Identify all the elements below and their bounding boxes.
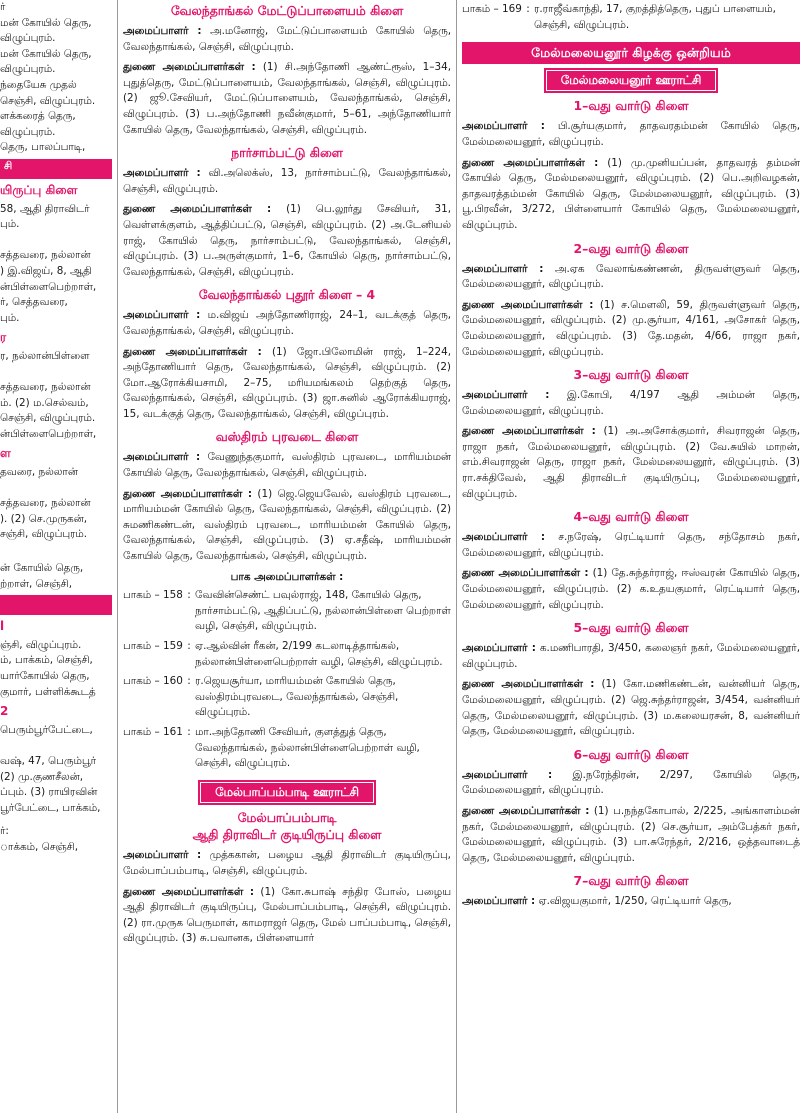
panchayat-badge: மேல்பாப்பம்பாடி ஊராட்சி [200,782,374,804]
fragment-line: சத்தவரை, நல்லான் [0,249,91,262]
section-velanthangal-pudhur [123,286,451,422]
fragment-line: ற்றாள், செஞ்சி, [0,577,72,590]
fragment-line: யார்கோயில் தெரு, [0,669,90,682]
ward-7-section [462,872,800,910]
fragment-line: தவரை, நல்லான் [0,466,78,479]
fragment-line: ர்: [0,825,9,838]
ward-title: 6–வது வார்டு கிளை [573,746,689,762]
fragment-line: தெரு, பாலப்பாடி, [0,141,86,154]
left-section-band: சி [0,159,112,179]
left-fragment-block-g [0,723,112,817]
deputy-entry: துணை அமைப்பாளர்கள் : (1) ஜோ.பிலோமின் ராஜ், 1–224, அந்தோணியார் தெரு, வேலந்தாங்கல், செஞ்சி, விழுப்புரம். (2) மோ.ஆரோக்கியசாமி, 2–75, மரியமங்கலம் தெற்குத் தெரு, வேலந்தாங்கல், செஞ்சி, விழுப்புரம். (3) ஜா.சுனில் ஆரோக்கியராஜ், 15, வடக்குத் தெரு, வேலந்தாங்கல், செஞ்சி, விழுப்புரம். [123,345,451,420]
booth-number: பாகம் – 159 [123,640,183,652]
right-column [462,0,800,1113]
secretary-entry: அமைப்பாளர் : ச.நரேஷ், ரெட்டியார் தெரு, சந்தோசம் நகர், மேல்மலையனூர், விழுப்புரம். [462,531,800,559]
fragment-line: ர் [0,1,6,13]
ward-list [462,97,800,866]
booth-person: ர.ஜெயசூர்யா, மாரியம்மன் கோயில் தெரு, வஸ்திரம்புரவடை, வேலந்தாங்கல், செஞ்சி, விழுப்புரம். [195,675,399,719]
section-title: வஸ்திரம் புரவடை கிளை [215,429,359,445]
ward-title: 1–வது வார்டு கிளை [573,98,689,114]
fragment-line [0,738,112,754]
section-title: வேலந்தாங்கல் புதூர் கிளை – 4 [198,287,376,303]
booth-person: மா.அந்தோணி சேவியர், குளத்துத் தெரு, வேலந்தாங்கல், நல்லான்பிள்ளைபெற்றாள் வழி, செஞ்சி, விழுப்புரம். [195,725,420,770]
secretary-entry: அமைப்பாளர் : அ.ஏக வேலாங்கண்ணன், திருவள்ளுவர் தெரு, மேல்மலையனூர், விழுப்புரம். [462,262,800,291]
fragment-line: ) இ.விஜய், 8, ஆதி [0,264,92,277]
fragment-line: பெரும்பூர்பேட்டை, [0,723,93,736]
secretary-entry: அமைப்பாளர் : ம.விஜய் அந்தோணிராஜ், 24–1, வடக்குத் தெரு, வேலந்தாங்கல், செஞ்சி, விழுப்புரம். [123,309,451,337]
section-title-line1: மேல்பாப்பம்பாடி [237,810,337,826]
fragment-line: மன் கோயில் தெரு, [0,16,92,29]
secretary-entry: அமைப்பாளர் : இ.நரேந்திரன், 2/297, கோயில் தெரு, மேல்மலையனூர், விழுப்புரம். [462,768,800,797]
booth-row: பாகம் – 161 : மா.அந்தோணி சேவியர், குளத்துத் தெரு, வேலந்தாங்கல், நல்லான்பிள்ளைபெற்றாள் வழி, செஞ்சி, விழுப்புரம். [123,725,451,776]
left-fragment-block-a [0,0,112,156]
fragment-line: குமார், பள்ளிக்கூடத் [0,685,96,698]
left-fragment-block-h [0,824,112,855]
fragment-line: செஞ்சி, விழுப்புரம். [0,94,96,107]
secretary-entry: அமைப்பாளர் : க.மணிபாரதி, 3/450, கலைஞர் நகர், மேல்மலையனூர், விழுப்புரம். [462,642,800,670]
fragment-line: ந்தையேசு முதல் [0,78,77,91]
fragment-line: பூர்பேட்டை, பாக்கம், [0,801,101,814]
fragment-line: ன்பிள்ளைபெற்றாள், [0,427,97,440]
deputy-entry: துணை அமைப்பாளர்கள் : (1) ப.நந்தகோபால், 2/225, அங்காளம்மன் நகர், மேல்மலையனூர், விழுப்புரம். (2) செ.சூர்யா, அம்பேத்கர் நகர், மேல்மலையனூர், விழுப்புரம். (3) பா.சுரேந்தர், 2/216, ஒத்தவாடைத் தெரு, மேல்மலையனூர், விழுப்புரம். [462,804,800,864]
left-heading-3: ள [0,446,11,461]
fragment-line: 58, ஆதி திராவிடர் [0,202,90,215]
ward-title: 2–வது வார்டு கிளை [573,240,689,256]
secretary-entry: அமைப்பாளர் : இ.கோபி, 4/197 ஆதி அம்மன் தெரு, மேல்மலையனூர், விழுப்புரம். [462,389,800,417]
column-divider-1 [117,0,118,1113]
ward-section [462,97,800,233]
fragment-line: ர, நல்லான்பிள்ளை [0,349,90,362]
left-fragment-block-e [0,561,112,592]
fragment-line: ). (2) செ.முருகன், [0,512,88,525]
fragment-line [0,364,112,380]
fragment-line: மன் கோயில் தெரு, [0,47,92,60]
fragment-line: சஞ்சி, விழுப்புரம். [0,528,88,541]
secretary-entry: அமைப்பாளர் : ஏ.விஜயகுமார், 1/250, ரெட்டியார் தெரு, [462,895,732,908]
secretary-entry: அமைப்பாளர் : வேணுந்தகுமார், வஸ்திரம் புரவடை, மாரியம்மன் கோயில் தெரு, வேலந்தாங்கல், செஞ்சி, விழுப்புரம். [123,451,451,480]
fragment-line: செஞ்சி, விழுப்புரம். [0,412,96,425]
top-booth-row: பாகம் – 169 : ர.ராஜீவ்காந்தி, 17, குறத்தித்தெரு, புதுப் பாளையம், செஞ்சி, விழுப்புரம். [462,3,776,31]
ward-title: 4–வது வார்டு கிளை [573,509,689,525]
left-heading-1: யிருப்பு கிளை [0,182,78,197]
fragment-line: ாக்கம், செஞ்சி, [0,840,79,853]
left-column-fragment [0,0,112,1113]
deputy-entry: துணை அமைப்பாளர்கள் : (1) ஜெ.ஜெயவேல், வஸ்திரம் புரவடை, மாரியம்மன் கோயில் தெரு, வேலந்தாங்கல், செஞ்சி, விழுப்புரம். (2) சுமணிகண்டன், வஸ்திரம் புரவடை, மாரியம்மன் கோயில் தெரு, வேலந்தாங்கல், செஞ்சி, விழுப்புரம். (3) ஏ.சதீஷ், மாரியம்மன் கோயில் தெரு, வேலந்தாங்கல், செஞ்சி, விழுப்புரம். [123,487,451,563]
fragment-line: ன் கோயில் தெரு, [0,562,84,574]
left-heading-5: 2 [0,704,9,719]
left-fragment-block-d [0,465,112,543]
booth-table [123,588,451,776]
left-fragment-block-c [0,349,112,443]
deputy-entry: துணை அமைப்பாளர்கள் : (1) கோ.மணிகண்டன், வன்னியர் தெரு, மேல்மலையனூர், விழுப்புரம். (2) ஜெ.சுந்தர்ராஜன், 3/454, வன்னியர் தெரு, மேல்மலையனூர், விழுப்புரம். (3) ம.கலையரசன், 8, வன்னியர் தெரு, மேல்மலையனூர், விழுப்புரம். [462,678,800,738]
panchayat-badge: மேல்மலையனூர் ஊராட்சி [546,70,717,92]
secretary-entry: அமைப்பாளர் : முத்ககான், பழைய ஆதி திராவிடர் குடியிருப்பு, மேல்பாப்பம்பாடி, செஞ்சி, விழுப்புரம். [123,849,451,877]
left-fragment-block-f [0,638,112,700]
ward-section [462,366,800,502]
fragment-line: விழுப்புரம். [0,63,56,76]
fragment-line: சத்தவரை, நல்லான் [0,381,91,394]
ward-title: 3–வது வார்டு கிளை [573,367,689,383]
booth-number: பாகம் – 161 [123,725,183,738]
deputy-entry: துணை அமைப்பாளர்கள் : (1) பெ.லூர்து சேவியர், 31, வெள்ளக்குளம், ஆத்திப்பட்டு, செஞ்சி, விழுப்புரம். (2) அ.டேனியல் ராஜ், கோயில் தெரு, நார்சாம்பட்டு, வேலந்தாங்கல், செஞ்சி, விழுப்புரம். (3) ப.அருள்குமார், 1–6, கோயில் தெரு, நார்சாம்பட்டு, வேலந்தாங்கல், செஞ்சி, விழுப்புரம். [123,203,451,278]
booth-person: ஏ.ஆல்வின் ரீகன், 2/199 கடலாடித்தாங்கல், நல்லான்பிள்ளைபெற்றாள் வழி, செஞ்சி, விழுப்புரம். [195,640,443,668]
booth-row: பாகம் – 159 : ஏ.ஆல்வின் ரீகன், 2/199 கடலாடித்தாங்கல், நல்லான்பிள்ளைபெற்றாள் வழி, செஞ்சி, விழுப்புரம். [123,639,451,674]
ward-title: 7–வது வார்டு கிளை [573,873,689,889]
section-title: வேலந்தாங்கல் மேட்டுப்பாளையம் கிளை [170,3,404,18]
fragment-line: (2) மு.குணசீலன், [0,770,84,783]
left-section-band-2 [0,595,112,615]
section-title-line2: ஆதி திராவிடர் குடியிருப்பு கிளை [192,827,382,843]
ward-section [462,508,800,613]
fragment-line: பும். [0,218,20,231]
deputy-entry: துணை அமைப்பாளர்கள் : (1) அ.அசோக்குமார், சிவராஜன் தெரு, ராஜா நகர், மேல்மலையனூர், விழுப்புரம். (2) வே.சுயில் மாறன், எம்.சிவராஜன் தெரு, ராஜா நகர், மேல்மலையனூர், விழுப்புரம். (3) ரா.சக்திவேல், ஆதி திராவிடர் குடியிருப்பு, மேல்மலையனூர், விழுப்புரம். [462,425,800,500]
section-title: நார்சாம்பட்டு கிளை [231,145,343,161]
fragment-line: ம், பாக்கம், செஞ்சி, [0,654,93,667]
ward-title: 5–வது வார்டு கிளை [573,620,689,636]
section-narsampattu [123,144,451,280]
secretary-entry: அமைப்பாளர் : வி.அலெக்ஸ், 13, நார்சாம்பட்டு, வேலந்தாங்கல், செஞ்சி, விழுப்புரம். [123,167,451,195]
fragment-line: சத்தவரை, நல்லான் [0,497,91,510]
fragment-line: விழுப்புரம். [0,125,56,138]
deputy-entry: துணை அமைப்பாளர்கள் : (1) சி.அந்தோணி ஆண்ட்ரூஸ், 1–34, புதுத்தெரு, மேட்டுப்பாளையம், வேலந்தாங்கல், செஞ்சி, விழுப்புரம். (2) ஜூ.சேவியர், மேட்டுப்பாளையம், வேலந்தாங்கல், செஞ்சி, விழுப்புரம். (3) ப.அந்தோணி நவீன்குமார், 5–61, அந்தோணியார் கோயில் தெரு, வேலந்தாங்கல், செஞ்சி, விழுப்புரம். [123,61,451,136]
booth-number: பாகம் – 160 [123,675,183,688]
middle-column [123,0,451,1113]
booth-title: பாக அமைப்பாளர்கள் : [230,570,344,583]
secretary-entry: அமைப்பாளர் : அ.மனோஜ், மேட்டுப்பாளையம் கோயில் தெரு, வேலந்தாங்கல், செஞ்சி, விழுப்புரம். [123,25,451,53]
booth-person: வேவின்செண்ட் பவுல்ராஜ், 148, கோயில் தெரு, நார்சாம்பட்டு, ஆதிப்பட்டு, நல்லான்பிள்ளை பெற்றாள் வழி, செஞ்சி, விழுப்புரம். [195,589,451,633]
section-melpappambadi [123,809,451,947]
left-heading-2: ர [0,330,7,345]
fragment-line: விழுப்புரம். [0,32,56,45]
ward-section [462,619,800,740]
fragment-line: வஷ், 47, பெரும்பூர் [0,754,97,767]
section-vasthiram-puravadai [123,428,451,564]
booth-number: பாகம் – 158 [123,589,183,602]
booth-row: பாகம் – 158 : வேவின்செண்ட் பவுல்ராஜ், 148, கோயில் தெரு, நார்சாம்பட்டு, ஆதிப்பட்டு, நல்லான்பிள்ளை பெற்றாள் வழி, செஞ்சி, விழுப்புரம். [123,588,451,639]
deputy-entry: துணை அமைப்பாளர்கள் : (1) ச.மௌலி, 59, திருவள்ளுவர் தெரு, மேல்மலையனூர், விழுப்புரம். (2) மு.சூர்யா, 4/161, அசோகர் தெரு, மேல்மலையனூர், விழுப்புரம். (3) தே.மதன், 4/66, ராஜா நகர், மேல்மலையனூர், விழுப்புரம். [462,298,800,358]
fragment-line: பும். [0,311,20,324]
left-fragment-block-b [0,202,112,327]
fragment-line: ர், செத்தவரை, [0,296,68,309]
deputy-entry: துணை அமைப்பாளர்கள் : (1) தே.சுந்தர்ராஜ், ஈஸ்வரன் கோயில் தெரு, மேல்மலையனூர், விழுப்புரம். (2) க.உதயகுமார், ரெட்டியார் தெரு, மேல்மலையனூர், விழுப்புரம். [462,567,800,611]
fragment-line: ன்பிள்ளைபெற்றாள், [0,280,97,293]
left-heading-4: l [0,619,5,634]
fragment-line [0,233,112,249]
column-divider-2 [456,0,457,1113]
fragment-line: ஞ்சி, விழுப்புரம். [0,638,82,651]
fragment-line: ம். (2) ம.செல்வம், [0,396,89,409]
fragment-line [0,481,112,497]
booth-organisers [123,570,451,776]
fragment-line: ப்பும். (3) ராயிரவின் [0,786,98,799]
ward-section [462,746,800,867]
deputy-entry: துணை அமைப்பாளர்கள் : (1) கோ.சுபாஷ் சந்திர போஸ், பழைய ஆதி திராவிடர் குடியிருப்பு, மேல்பாப்பம்பாடி, செஞ்சி, விழுப்புரம். (2) ரா.முருக பெருமாள், காமராஜர் தெரு, மேல் பாப்பம்பாடி, செஞ்சி, விழுப்புரம். (3) சு.பவானக, பிள்ளையார் [123,885,451,945]
deputy-entry: துணை அமைப்பாளர்கள் : (1) மு.முனியப்பன், தாதவரத் தம்மன் கோயில் தெரு, மேல்மலையனூர், விழுப்புரம். (2) பெ.அறிவழகன், தாதவரத்தம்மன் கோயில் தெரு, மேல்மலையனூர், விழுப்புரம். (3) பூ.பிரவீன், 3/272, பிள்ளையார் கோயில் தெரு, மேல்மலையனூர், விழுப்புரம். [462,156,800,231]
union-band: மேல்மலையனூர் கிழக்கு ஒன்றியம் [462,42,800,64]
section-velanthangal-mettupalayam [123,2,451,138]
fragment-line: ளக்கரைத் தெரு, [0,110,76,123]
booth-row: பாகம் – 160 : ர.ஜெயசூர்யா, மாரியம்மன் கோயில் தெரு, வஸ்திரம்புரவடை, வேலந்தாங்கல், செஞ்சி, விழுப்புரம். [123,674,451,725]
secretary-entry: அமைப்பாளர் : பி.சூர்யகுமார், தாதவரதம்மன் கோயில் தெரு, மேல்மலையனூர், விழுப்புரம். [462,120,800,148]
ward-section [462,240,800,361]
